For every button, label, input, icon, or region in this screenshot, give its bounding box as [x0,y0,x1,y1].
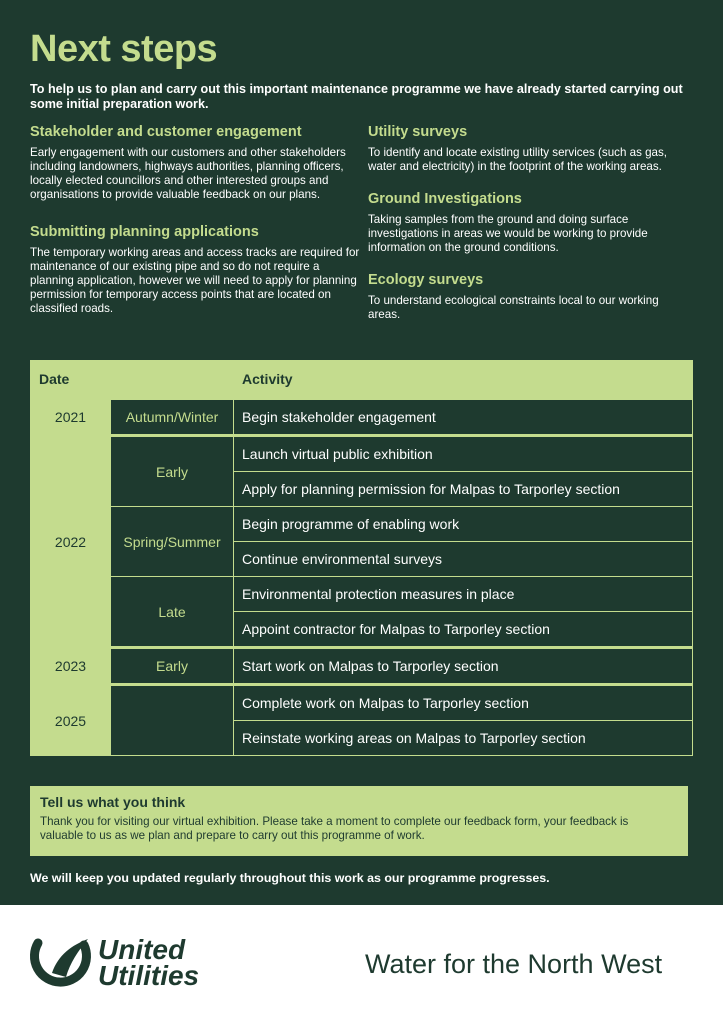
section-heading: Ground Investigations [368,191,522,207]
section-ground-investigations [368,191,690,255]
logo-line-2: Utilities [98,960,200,991]
section-heading: Ecology surveys [368,272,484,288]
section-stakeholder-engagement [30,124,360,202]
logo-line-1: United [98,934,186,965]
period-cell: Early [111,648,234,685]
activity-cell: Begin programme of enabling work [234,507,693,542]
intro-text: To help us to plan and carry out this important maintenance programme we have already started carrying out some initial preparation work. [30,82,683,111]
section-body: The temporary working areas and access tracks are required for maintenance of our existing pipe and so do not require a planning application, however we will need to apply for planning permission for temporary access points that are located on classified roads. [30,246,360,315]
tagline: Water for the North West [365,949,663,979]
activity-cell: Reinstate working areas on Malpas to Tarporley section [234,721,693,756]
united-utilities-logo [28,933,208,1003]
closing-text: We will keep you updated regularly throughout this work as our programme progresses. [30,871,550,885]
schedule-table [30,360,693,756]
period-cell: Late [111,577,234,648]
year-cell: 2025 [31,685,111,756]
section-ecology-surveys [368,272,690,322]
table-row [31,507,693,542]
section-planning-applications [30,224,360,316]
section-heading: Stakeholder and customer engagement [30,124,302,140]
left-column [30,124,360,338]
page-title: Next steps [30,28,218,70]
section-utility-surveys [368,124,690,174]
right-column [368,124,690,339]
year-cell: 2023 [31,648,111,685]
activity-cell: Begin stakeholder engagement [234,399,693,436]
header-activity: Activity [234,361,693,399]
table-row [31,685,693,721]
period-cell [111,685,234,756]
section-body: To identify and locate existing utility services (such as gas, water and electricity) in the footprint of the working areas. [368,146,668,173]
table-row [31,648,693,685]
period-cell: Autumn/Winter [111,399,234,436]
section-heading: Utility surveys [368,124,468,140]
activity-cell: Launch virtual public exhibition [234,436,693,472]
period-cell: Spring/Summer [111,507,234,577]
year-cell: 2021 [31,399,111,436]
activity-cell: Continue environmental surveys [234,542,693,577]
feedback-body: Thank you for visiting our virtual exhibition. Please take a moment to complete our feedback form, your feedback is valuable to us as we plan and prepare to carry out this programme of work. [40,815,629,842]
year-cell: 2022 [31,436,111,648]
header-period [111,361,234,399]
activity-cell: Environmental protection measures in place [234,577,693,612]
footer [0,905,723,1024]
section-body: Early engagement with our customers and other stakeholders including landowners, highways authorities, planning officers, locally elected councillors and other interested groups and organisations to provide valuable feedback on our plans. [30,146,346,201]
section-body: Taking samples from the ground and doing surface investigations in areas we would be working to provide information on the ground conditions. [368,213,648,254]
table-row [31,436,693,472]
feedback-heading: Tell us what you think [40,794,186,810]
logo-mark-icon [28,933,94,995]
activity-cell: Complete work on Malpas to Tarporley section [234,685,693,721]
header-date: Date [31,361,111,399]
section-body: To understand ecological constraints local to our working areas. [368,294,659,321]
period-cell: Early [111,436,234,507]
table-row [31,577,693,612]
activity-cell: Appoint contractor for Malpas to Tarporley section [234,612,693,648]
activity-cell: Apply for planning permission for Malpas to Tarporley section [234,472,693,507]
section-heading: Submitting planning applications [30,224,259,240]
activity-cell: Start work on Malpas to Tarporley section [234,648,693,685]
logo-text [98,934,200,991]
feedback-box [30,786,688,856]
table-row [31,399,693,436]
table-header-row [31,361,693,399]
